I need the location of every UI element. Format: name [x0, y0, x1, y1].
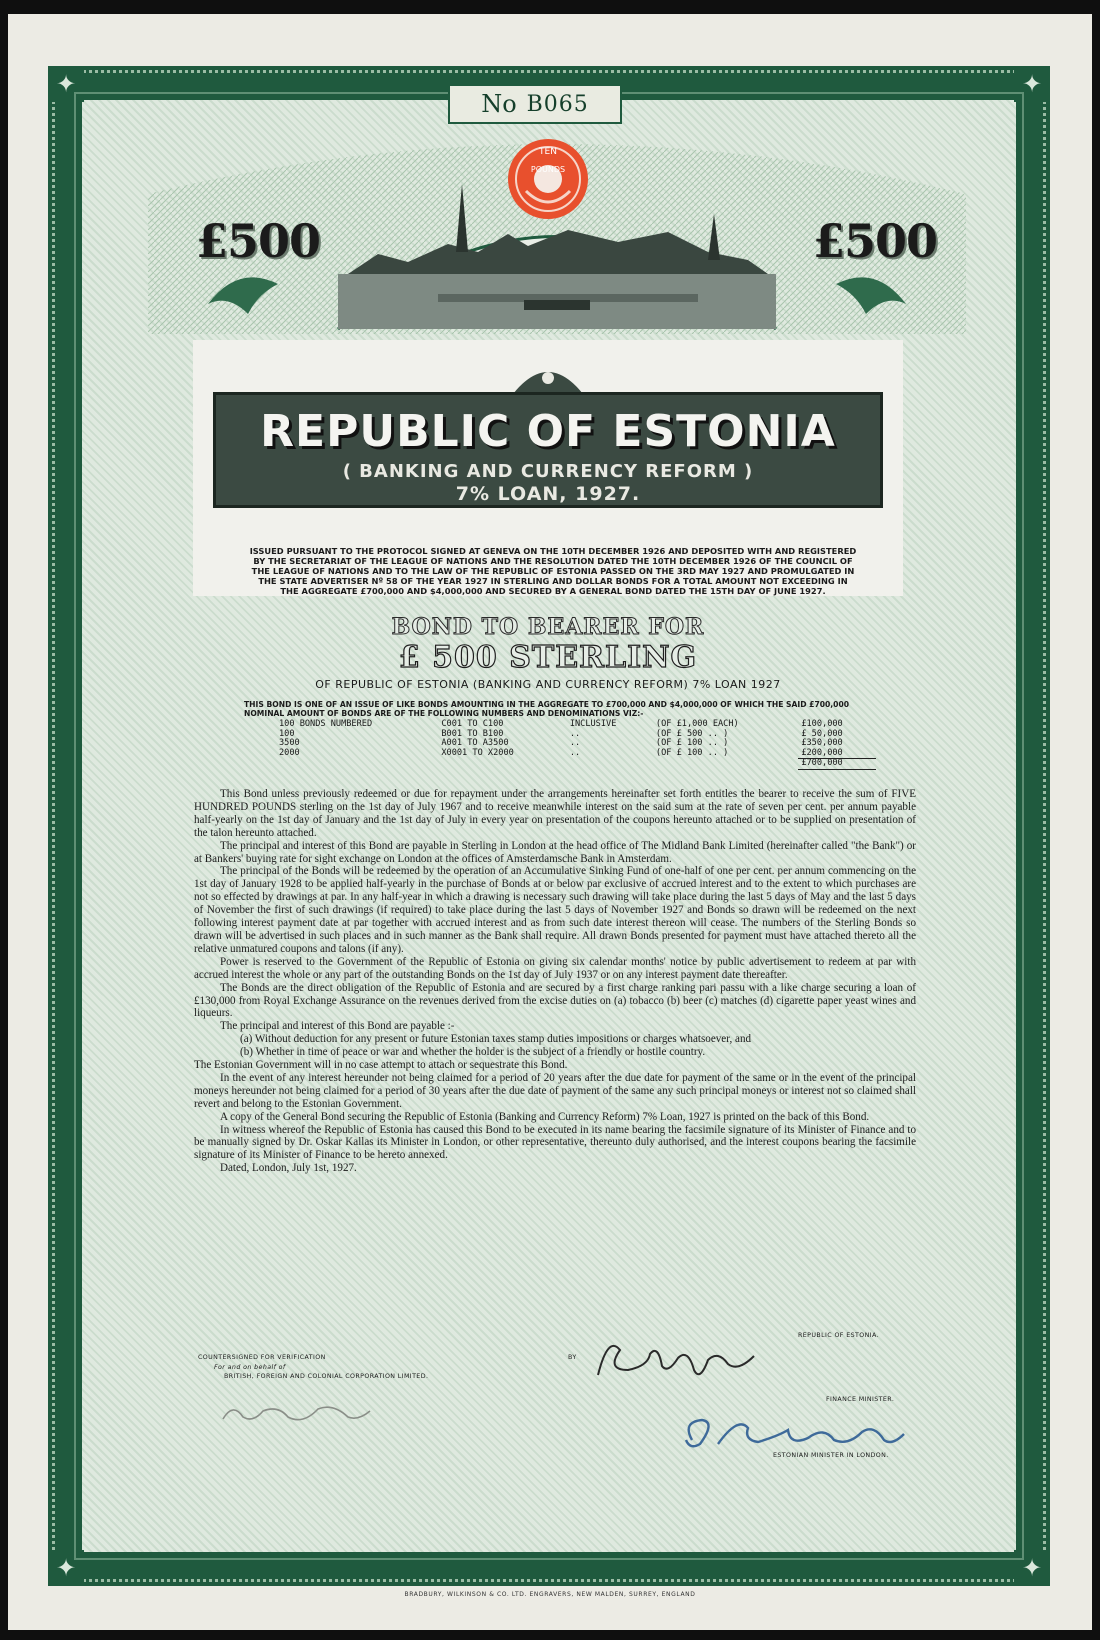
- terms-paragraph: The principal and interest of this Bond are payable :-: [220, 1020, 455, 1033]
- table-cell: C001 TO C100: [441, 719, 504, 729]
- corner-ornament-icon: ✦: [1014, 1550, 1050, 1586]
- terms-paragraph: Power is reserved to the Government of the Republic of Estonia on giving six calendar months' notice by public advertisement to redeem at par with accrued interest the whole or any part of the outstanding Bonds on the 1st day of July 1937 or on any interest payment date thereafter.: [194, 955, 916, 981]
- bond-amount: £ 500 STERLING: [398, 640, 698, 675]
- terms-paragraph: The Bonds are the direct obligation of the Republic of Estonia and are secured by a first charge ranking pari passu with a like charge securing a loan of £130,000 from Royal Exchange Assurance on the revenues derived from the excise duties on (a) tobacco (b) beer (c) matches (d) cigarette paper yeast wines and liqueurs.: [194, 981, 916, 1020]
- loan-subtitle: ( BANKING AND CURRENCY REFORM ): [342, 461, 754, 482]
- corner-ornament-icon: ✦: [48, 1550, 84, 1586]
- table-cell: 100 BONDS NUMBERED: [279, 719, 373, 729]
- minister-london-signature: [678, 1410, 918, 1456]
- terms-subclause: (a) Without deduction for any present or future Estonian taxes stamp duties impositions or charges whatsoever, and: [240, 1033, 752, 1046]
- issuer-title: REPUBLIC OF ESTONIA: [260, 406, 836, 457]
- table-cell: £200,000: [798, 749, 876, 759]
- table-cell: 3500: [279, 738, 300, 748]
- bond-heading: BOND TO BEARER FOR: [391, 614, 705, 640]
- table-cell: A001 TO A3500: [441, 738, 509, 748]
- table-total: £700,000: [798, 759, 876, 770]
- table-cell: ..: [569, 728, 581, 739]
- dated-line: Dated, London, July 1st, 1927.: [220, 1162, 357, 1175]
- terms-paragraph: In the event of any interest hereunder not being claimed for a period of 20 years after the due date for payment of the same or in the event of the principal moneys hereunder not being claimed for a period of 30 years after the due date of payment of the same any such principal moneys or interest not so claimed shall revert and belong to the Estonian Government.: [194, 1071, 916, 1110]
- bond-terms: [194, 788, 916, 1175]
- finance-minister-signature: [588, 1330, 768, 1390]
- terms-paragraph: This Bond unless previously redeemed or due for repayment under the arrangements hereinafter set forth entitles the bearer to receive the sum of FIVE HUNDRED POUNDS sterling on the 1st day of July 1967 and to receive meanwhile interest on the said sum at the rate of seven per cent. per annum payable half-yearly on the 1st day of January and the 1st day of July in every year on presentation of the coupons hereunto attached or to be supplied on presentation of the talon hereunto attached.: [194, 788, 916, 839]
- crest-ornament-icon: [513, 360, 583, 394]
- minister-london-label: ESTONIAN MINISTER IN LONDON.: [773, 1452, 889, 1459]
- table-cell: £100,000: [801, 719, 843, 729]
- terms-paragraph: The Estonian Government will in no case attempt to attach or sequestrate this Bond.: [194, 1059, 568, 1072]
- bond-of-line: OF REPUBLIC OF ESTONIA (BANKING AND CURRENCY REFORM) 7% LOAN 1927: [315, 678, 781, 691]
- bond-certificate: [8, 14, 1092, 1630]
- issued-pursuant-text: ISSUED PURSUANT TO THE PROTOCOL SIGNED AT GENEVA ON THE 10TH DECEMBER 1926 AND DEPOSITED WITH AND REGISTERED BY THE SECRETARIAT OF THE LEAGUE OF NATIONS AND THE RESOLUTION DATED THE 10TH DECEMBER 1926 OF THE COUNCIL OF THE LEAGUE OF NATIONS AND TO THE LAW OF THE REPUBLIC OF ESTONIA PASSED ON THE 3RD MAY 1927 AND PROMULGATED IN THE STATE ADVERTISER Nº 58 OF THE YEAR 1927 IN STERLING AND DOLLAR BONDS FOR A TOTAL AMOUNT NOT EXCEEDING IN THE AGGREGATE £700,000 AND $4,000,000 AND SECURED BY A GENERAL BOND DATED THE 15TH DAY OF JUNE 1927.: [249, 546, 857, 596]
- table-cell: INCLUSIVE: [569, 719, 617, 729]
- denomination-right: £500: [813, 214, 938, 268]
- serial-number: B065: [526, 91, 589, 117]
- serial-prefix: No: [481, 90, 517, 118]
- table-cell: (OF £ 100 .. ): [655, 738, 729, 748]
- table-cell: X0001 TO X2000: [441, 747, 514, 758]
- terms-paragraph: In witness whereof the Republic of Estonia has caused this Bond to be executed in its name bearing the facsimile signature of its Minister of Finance and to be manually signed by Dr. Oskar Kallas its Minister in London, or other representative, thereunto duly authorised, and the interest coupons bearing the facsimile signature of its Minister of Finance to be hereto annexed.: [194, 1123, 916, 1162]
- terms-paragraph: A copy of the General Bond securing the Republic of Estonia (Banking and Currency Reform) 7% Loan, 1927 is printed on the back of this Bond.: [220, 1110, 870, 1123]
- corner-ornament-icon: ✦: [48, 66, 84, 102]
- issue-note: THIS BOND IS ONE OF AN ISSUE OF LIKE BONDS AMOUNTING IN THE AGGREGATE TO £700,000 AND $4,000,000 OF WHICH THE SAID £700,000 NOMINAL AMOUNT OF BONDS ARE OF THE FOLLOWING NUMBERS AND DENOMINATIONS VIZ:-: [244, 700, 850, 718]
- issuer-label: REPUBLIC OF ESTONIA.: [798, 1332, 879, 1339]
- signature-block: [198, 1322, 928, 1472]
- terms-paragraph: The principal of the Bonds will be redeemed by the operation of an Accumulative Sinking Fund of one-half of one per cent. per annum commencing on the 1st day of January 1928 to be applied half-yearly in the purchase of Bonds at or below par exclusive of accrued interest and to the extent to which purchases are not so effected by drawings at par. In any half-year in which a drawing is necessary such drawing will take place during the last 5 days of May and the last 5 days of November the first of such drawings (if required) to take place during the last 5 days of November 1927 and Bonds so drawn will be redeemed on the next following interest payment date at par together with accrued interest and as from such date interest thereon will cease. The numbers of the Sterling Bonds so drawn will be advertised in such places and in such manner as the Bank shall require. All drawn Bonds presented for payment must have attached thereto all the relative unmatured coupons and talons (if any).: [194, 865, 916, 955]
- table-cell: £ 50,000: [801, 728, 843, 739]
- table-row: [276, 759, 876, 770]
- table-cell: 2000: [279, 747, 300, 758]
- serial-number-box: [448, 84, 622, 124]
- table-row: [276, 749, 876, 759]
- table-cell: ..: [569, 747, 581, 758]
- table-cell: ..: [569, 738, 581, 748]
- engraver-imprint: BRADBURY, WILKINSON & CO. LTD. ENGRAVERS, NEW MALDEN, SURREY, ENGLAND: [404, 1591, 696, 1598]
- finance-minister-label: FINANCE MINISTER.: [826, 1396, 895, 1403]
- corner-ornament-icon: ✦: [1014, 66, 1050, 102]
- corporation-label: BRITISH, FOREIGN AND COLONIAL CORPORATION LIMITED.: [224, 1373, 429, 1380]
- table-cell: (OF £1,000 EACH): [655, 719, 739, 729]
- table-cell: B001 TO B100: [441, 728, 504, 739]
- terms-paragraph: The principal and interest of this Bond are payable in Sterling in London at the head office of The Midland Bank Limited (hereinafter called "the Bank") or at Bankers' buying rate for sight exchange on London at the offices of Amsterdamsche Bank in Amsterdam.: [194, 839, 916, 865]
- table-cell: (OF £ 500 .. ): [655, 728, 729, 739]
- loan-rate-year: 7% LOAN, 1927.: [455, 483, 641, 505]
- table-cell: £350,000: [801, 738, 843, 748]
- seal-middle-text: POUNDS: [530, 165, 566, 174]
- terms-subclause: (b) Whether in time of peace or war and whether the holder is the subject of a friendly or hostile country.: [240, 1046, 706, 1059]
- table-cell: (OF £ 100 .. ): [655, 747, 729, 758]
- denomination-left: £500: [196, 214, 321, 268]
- by-label: BY: [568, 1354, 577, 1361]
- denominations-table: [276, 720, 876, 770]
- seal-top-text: TEN: [539, 147, 557, 157]
- countersigned-label: COUNTERSIGNED FOR VERIFICATION: [198, 1354, 326, 1361]
- countersignature: [218, 1397, 378, 1427]
- on-behalf-label: For and on behalf of: [214, 1364, 286, 1371]
- table-cell: 100: [279, 728, 295, 739]
